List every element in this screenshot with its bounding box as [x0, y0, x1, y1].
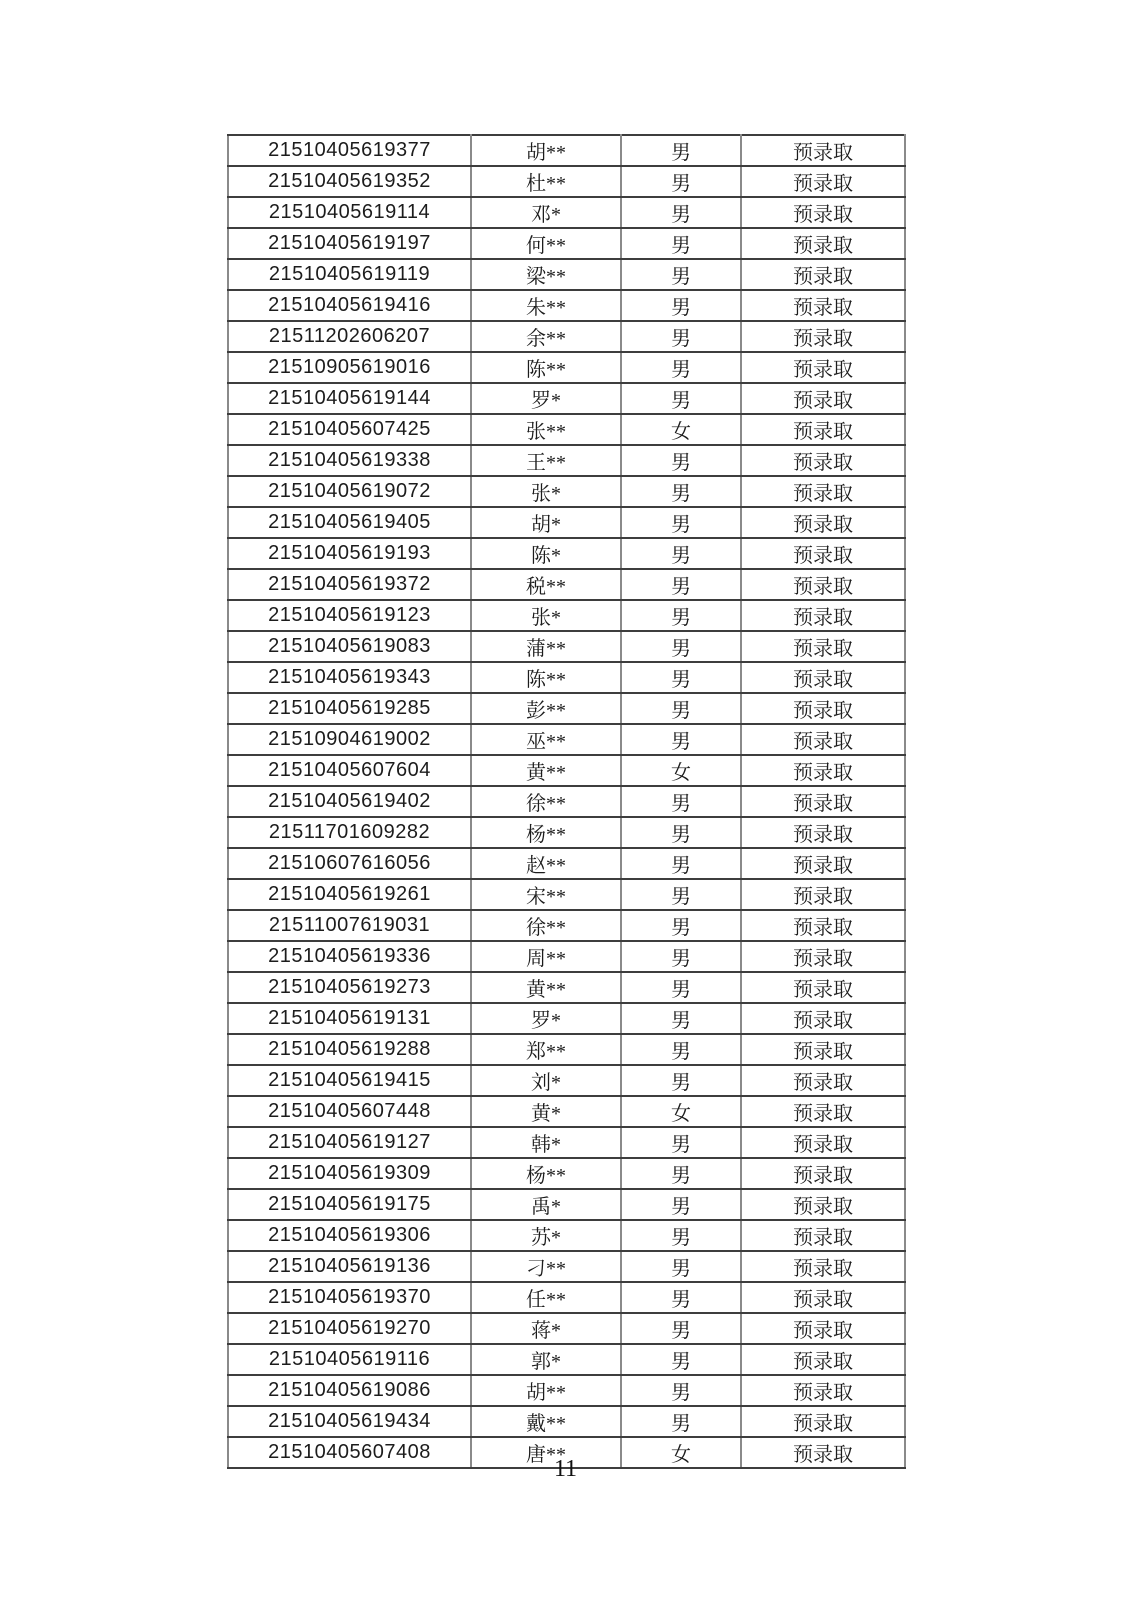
table-row	[228, 1220, 905, 1251]
admission-status-cell: 预录取	[741, 476, 905, 507]
admission-status-cell: 预录取	[741, 1220, 905, 1251]
admission-status-cell: 预录取	[741, 631, 905, 662]
candidate-name-cell: 徐**	[471, 786, 621, 817]
gender-cell: 男	[621, 848, 741, 879]
candidate-name-cell: 胡**	[471, 1375, 621, 1406]
table-row	[228, 507, 905, 538]
gender-cell: 女	[621, 414, 741, 445]
table-row	[228, 786, 905, 817]
candidate-id-cell: 21510405619072	[228, 476, 471, 507]
admission-status-cell: 预录取	[741, 197, 905, 228]
admission-status-cell: 预录取	[741, 1282, 905, 1313]
candidate-id-cell: 21510405619136	[228, 1251, 471, 1282]
page-number: 11	[553, 1456, 578, 1482]
candidate-name-cell: 刘*	[471, 1065, 621, 1096]
candidate-id-cell: 21510405619343	[228, 662, 471, 693]
gender-cell: 男	[621, 259, 741, 290]
admission-status-cell: 预录取	[741, 600, 905, 631]
candidate-name-cell: 朱**	[471, 290, 621, 321]
candidate-name-cell: 黄*	[471, 1096, 621, 1127]
admission-status-cell: 预录取	[741, 941, 905, 972]
gender-cell: 男	[621, 1406, 741, 1437]
candidate-id-cell: 21510905619016	[228, 352, 471, 383]
table-row	[228, 910, 905, 941]
admission-status-cell: 预录取	[741, 1189, 905, 1220]
candidate-id-cell: 21510405619402	[228, 786, 471, 817]
admission-status-cell: 预录取	[741, 879, 905, 910]
gender-cell: 男	[621, 1282, 741, 1313]
admission-status-cell: 预录取	[741, 848, 905, 879]
table-row	[228, 197, 905, 228]
candidate-name-cell: 唐**	[471, 1437, 621, 1468]
candidate-name-cell: 余**	[471, 321, 621, 352]
table-row	[228, 352, 905, 383]
candidate-name-cell: 蒋*	[471, 1313, 621, 1344]
table-row	[228, 259, 905, 290]
candidate-id-cell: 21510405607604	[228, 755, 471, 786]
candidate-name-cell: 黄**	[471, 972, 621, 1003]
candidate-id-cell: 21510405619352	[228, 166, 471, 197]
candidate-name-cell: 张*	[471, 600, 621, 631]
candidate-name-cell: 韩*	[471, 1127, 621, 1158]
candidate-id-cell: 21510405619144	[228, 383, 471, 414]
admission-status-cell: 预录取	[741, 693, 905, 724]
gender-cell: 女	[621, 1437, 741, 1468]
candidate-id-cell: 21510405619336	[228, 941, 471, 972]
gender-cell: 男	[621, 1344, 741, 1375]
gender-cell: 男	[621, 1189, 741, 1220]
candidate-id-cell: 21511007619031	[228, 910, 471, 941]
candidate-id-cell: 21510405619273	[228, 972, 471, 1003]
gender-cell: 男	[621, 1375, 741, 1406]
admission-status-cell: 预录取	[741, 1034, 905, 1065]
candidate-id-cell: 21510405619377	[228, 135, 471, 166]
candidate-id-cell: 21510405619270	[228, 1313, 471, 1344]
candidate-id-cell: 21510607616056	[228, 848, 471, 879]
gender-cell: 男	[621, 166, 741, 197]
admission-status-cell: 预录取	[741, 166, 905, 197]
candidate-id-cell: 21510405619116	[228, 1344, 471, 1375]
table-row	[228, 941, 905, 972]
table-row	[228, 1003, 905, 1034]
candidate-name-cell: 杨**	[471, 817, 621, 848]
candidate-id-cell: 21510405619309	[228, 1158, 471, 1189]
candidate-id-cell: 21510405619123	[228, 600, 471, 631]
candidate-name-cell: 胡*	[471, 507, 621, 538]
candidate-name-cell: 胡**	[471, 135, 621, 166]
admission-status-cell: 预录取	[741, 817, 905, 848]
gender-cell: 男	[621, 135, 741, 166]
candidate-name-cell: 张**	[471, 414, 621, 445]
admission-status-cell: 预录取	[741, 755, 905, 786]
table-row	[228, 383, 905, 414]
table-row	[228, 817, 905, 848]
candidate-id-cell: 21511701609282	[228, 817, 471, 848]
candidate-id-cell: 21510405619370	[228, 1282, 471, 1313]
gender-cell: 男	[621, 1003, 741, 1034]
candidate-id-cell: 21510405619197	[228, 228, 471, 259]
admission-status-cell: 预录取	[741, 1158, 905, 1189]
table-row	[228, 879, 905, 910]
candidate-id-cell: 21510405619193	[228, 538, 471, 569]
table-row	[228, 1065, 905, 1096]
candidate-name-cell: 陈**	[471, 352, 621, 383]
table-row	[228, 1313, 905, 1344]
table-row	[228, 631, 905, 662]
admission-status-cell: 预录取	[741, 1127, 905, 1158]
admission-status-cell: 预录取	[741, 1406, 905, 1437]
table-row	[228, 569, 905, 600]
candidate-id-cell: 21510405619372	[228, 569, 471, 600]
candidate-id-cell: 21510405619086	[228, 1375, 471, 1406]
admission-status-cell: 预录取	[741, 910, 905, 941]
table-row	[228, 724, 905, 755]
candidate-name-cell: 郑**	[471, 1034, 621, 1065]
candidate-name-cell: 杜**	[471, 166, 621, 197]
gender-cell: 男	[621, 321, 741, 352]
candidate-id-cell: 21510405619288	[228, 1034, 471, 1065]
admission-status-cell: 预录取	[741, 228, 905, 259]
admission-status-cell: 预录取	[741, 383, 905, 414]
candidate-name-cell: 任**	[471, 1282, 621, 1313]
candidate-id-cell: 21510405619415	[228, 1065, 471, 1096]
admission-status-cell: 预录取	[741, 1437, 905, 1468]
admission-roster-table	[227, 134, 906, 1469]
table-row	[228, 1158, 905, 1189]
candidate-id-cell: 21510405619338	[228, 445, 471, 476]
gender-cell: 男	[621, 1127, 741, 1158]
candidate-name-cell: 刁**	[471, 1251, 621, 1282]
gender-cell: 男	[621, 1065, 741, 1096]
admission-status-cell: 预录取	[741, 724, 905, 755]
table-row	[228, 538, 905, 569]
candidate-name-cell: 陈*	[471, 538, 621, 569]
table-row	[228, 135, 905, 166]
candidate-id-cell: 21510405619131	[228, 1003, 471, 1034]
candidate-id-cell: 21511202606207	[228, 321, 471, 352]
table-row	[228, 321, 905, 352]
admission-status-cell: 预录取	[741, 1065, 905, 1096]
candidate-name-cell: 郭*	[471, 1344, 621, 1375]
table-row	[228, 755, 905, 786]
candidate-name-cell: 苏*	[471, 1220, 621, 1251]
gender-cell: 男	[621, 600, 741, 631]
table-row	[228, 1096, 905, 1127]
table-row	[228, 693, 905, 724]
admission-status-cell: 预录取	[741, 1344, 905, 1375]
candidate-name-cell: 周**	[471, 941, 621, 972]
candidate-id-cell: 21510405619434	[228, 1406, 471, 1437]
table-row	[228, 476, 905, 507]
admission-status-cell: 预录取	[741, 135, 905, 166]
gender-cell: 男	[621, 693, 741, 724]
admission-status-cell: 预录取	[741, 445, 905, 476]
candidate-id-cell: 21510405619306	[228, 1220, 471, 1251]
candidate-id-cell: 21510405619175	[228, 1189, 471, 1220]
table-row	[228, 1375, 905, 1406]
candidate-name-cell: 赵**	[471, 848, 621, 879]
table-row	[228, 1034, 905, 1065]
gender-cell: 男	[621, 1034, 741, 1065]
gender-cell: 男	[621, 476, 741, 507]
gender-cell: 女	[621, 1096, 741, 1127]
admission-status-cell: 预录取	[741, 352, 905, 383]
admission-status-cell: 预录取	[741, 786, 905, 817]
candidate-id-cell: 21510405619119	[228, 259, 471, 290]
table-row	[228, 166, 905, 197]
candidate-id-cell: 21510405619114	[228, 197, 471, 228]
candidate-id-cell: 21510405619127	[228, 1127, 471, 1158]
candidate-name-cell: 戴**	[471, 1406, 621, 1437]
admission-status-cell: 预录取	[741, 1251, 905, 1282]
gender-cell: 男	[621, 228, 741, 259]
gender-cell: 男	[621, 1158, 741, 1189]
admission-status-cell: 预录取	[741, 414, 905, 445]
gender-cell: 男	[621, 910, 741, 941]
roster-body	[228, 135, 905, 1468]
gender-cell: 男	[621, 941, 741, 972]
table-row	[228, 848, 905, 879]
gender-cell: 男	[621, 538, 741, 569]
table-row	[228, 1127, 905, 1158]
gender-cell: 男	[621, 786, 741, 817]
table-row	[228, 1344, 905, 1375]
table-row	[228, 662, 905, 693]
gender-cell: 男	[621, 1220, 741, 1251]
candidate-name-cell: 陈**	[471, 662, 621, 693]
candidate-id-cell: 21510405619285	[228, 693, 471, 724]
table-row	[228, 972, 905, 1003]
admission-status-cell: 预录取	[741, 1003, 905, 1034]
gender-cell: 男	[621, 631, 741, 662]
candidate-name-cell: 税**	[471, 569, 621, 600]
admission-status-cell: 预录取	[741, 662, 905, 693]
candidate-id-cell: 21510405607425	[228, 414, 471, 445]
admission-status-cell: 预录取	[741, 972, 905, 1003]
candidate-name-cell: 禹*	[471, 1189, 621, 1220]
candidate-name-cell: 宋**	[471, 879, 621, 910]
candidate-name-cell: 梁**	[471, 259, 621, 290]
gender-cell: 男	[621, 352, 741, 383]
table-row	[228, 290, 905, 321]
gender-cell: 男	[621, 724, 741, 755]
candidate-id-cell: 21510405619405	[228, 507, 471, 538]
candidate-id-cell: 21510405607408	[228, 1437, 471, 1468]
candidate-name-cell: 罗*	[471, 383, 621, 414]
admission-status-cell: 预录取	[741, 290, 905, 321]
admission-status-cell: 预录取	[741, 538, 905, 569]
candidate-id-cell: 21510405619083	[228, 631, 471, 662]
candidate-name-cell: 巫**	[471, 724, 621, 755]
gender-cell: 男	[621, 507, 741, 538]
candidate-id-cell: 21510405619416	[228, 290, 471, 321]
table-row	[228, 1282, 905, 1313]
candidate-name-cell: 彭**	[471, 693, 621, 724]
admission-status-cell: 预录取	[741, 259, 905, 290]
candidate-name-cell: 王**	[471, 445, 621, 476]
candidate-name-cell: 邓*	[471, 197, 621, 228]
candidate-name-cell: 张*	[471, 476, 621, 507]
candidate-name-cell: 何**	[471, 228, 621, 259]
table-row	[228, 228, 905, 259]
admission-status-cell: 预录取	[741, 507, 905, 538]
gender-cell: 男	[621, 662, 741, 693]
gender-cell: 男	[621, 569, 741, 600]
candidate-id-cell: 21510405607448	[228, 1096, 471, 1127]
gender-cell: 男	[621, 879, 741, 910]
gender-cell: 男	[621, 972, 741, 1003]
candidate-name-cell: 蒲**	[471, 631, 621, 662]
admission-status-cell: 预录取	[741, 1096, 905, 1127]
table-row	[228, 1189, 905, 1220]
gender-cell: 男	[621, 1313, 741, 1344]
gender-cell: 男	[621, 197, 741, 228]
candidate-name-cell: 黄**	[471, 755, 621, 786]
candidate-name-cell: 杨**	[471, 1158, 621, 1189]
candidate-name-cell: 罗*	[471, 1003, 621, 1034]
admission-status-cell: 预录取	[741, 1375, 905, 1406]
admission-status-cell: 预录取	[741, 1313, 905, 1344]
gender-cell: 男	[621, 290, 741, 321]
admission-status-cell: 预录取	[741, 569, 905, 600]
table-row	[228, 1251, 905, 1282]
table-row	[228, 414, 905, 445]
gender-cell: 男	[621, 445, 741, 476]
table-row	[228, 600, 905, 631]
gender-cell: 男	[621, 817, 741, 848]
gender-cell: 女	[621, 755, 741, 786]
gender-cell: 男	[621, 383, 741, 414]
candidate-id-cell: 21510405619261	[228, 879, 471, 910]
admission-status-cell: 预录取	[741, 321, 905, 352]
gender-cell: 男	[621, 1251, 741, 1282]
candidate-name-cell: 徐**	[471, 910, 621, 941]
table-row	[228, 1406, 905, 1437]
candidate-id-cell: 21510904619002	[228, 724, 471, 755]
table-row	[228, 445, 905, 476]
